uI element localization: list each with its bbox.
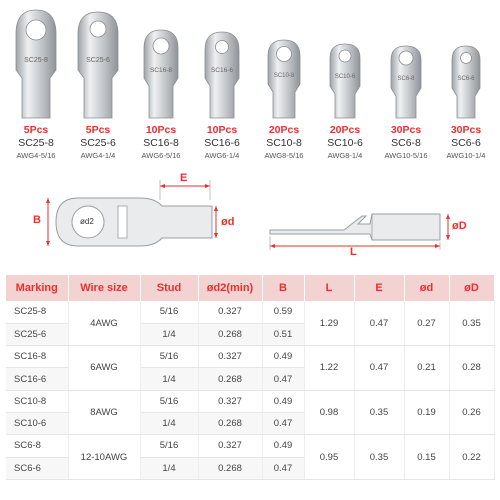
lug-image <box>70 0 126 122</box>
header-b: B <box>262 275 304 301</box>
header-l: L <box>304 275 354 301</box>
cell-marking: SC10-6 <box>6 412 68 434</box>
table-row <box>6 390 494 412</box>
lug-image <box>133 0 189 122</box>
lug-stamp: SC16-8 <box>149 67 173 74</box>
cell-wire-size: 8AWG <box>68 390 140 435</box>
cell-l: 1.22 <box>304 346 354 391</box>
cell-d: 0.27 <box>404 301 449 346</box>
lug-model: SC6-8 <box>391 137 421 149</box>
spec-table <box>6 275 495 480</box>
lug-image <box>378 0 434 122</box>
lug-awg: AWG6-5/16 <box>141 151 181 160</box>
lug-quantity: 10Pcs <box>145 124 177 136</box>
cell-b: 0.47 <box>262 412 304 434</box>
cell-marking: SC25-8 <box>6 301 68 323</box>
cell-l: 0.95 <box>304 435 354 480</box>
lug-model: SC25-8 <box>18 137 54 149</box>
top-view-drawing <box>30 172 235 262</box>
lug-quantity: 30Pcs <box>450 124 482 136</box>
cell-l: 0.98 <box>304 390 354 435</box>
cell-b: 0.49 <box>262 390 304 412</box>
top-view-diagram <box>30 172 235 262</box>
table-row <box>6 301 494 323</box>
cell-d2: 0.327 <box>198 390 262 412</box>
lug-stamp: SC6-8 <box>397 76 415 82</box>
cell-marking: SC6-8 <box>6 435 68 457</box>
cell-marking: SC25-6 <box>6 323 68 345</box>
dim-label-d2: ød2 <box>80 217 94 226</box>
lug-quantity: 20Pcs <box>329 124 361 136</box>
lug-quantity: 10Pcs <box>206 124 238 136</box>
cell-b: 0.47 <box>262 368 304 390</box>
lug-item <box>194 0 250 160</box>
lug-awg: AWG4-5/16 <box>16 151 56 160</box>
lug-item <box>317 0 373 160</box>
lug-item <box>8 0 64 160</box>
dim-label-d: ød <box>221 216 235 228</box>
cell-stud: 5/16 <box>140 301 198 323</box>
lug-awg: AWG8-1/4 <box>327 151 363 160</box>
cell-d2: 0.327 <box>198 435 262 457</box>
lug-model: SC6-6 <box>451 137 481 149</box>
side-view-diagram <box>262 180 488 264</box>
cell-d2: 0.268 <box>198 412 262 434</box>
lug-image <box>317 0 373 122</box>
lug-image <box>8 0 64 122</box>
cell-b: 0.49 <box>262 435 304 457</box>
lug-item <box>133 0 189 160</box>
lug-awg: AWG10-1/4 <box>446 151 486 160</box>
header-stud: Stud <box>140 275 198 301</box>
cell-e: 0.35 <box>354 390 404 435</box>
lug-item <box>70 0 126 160</box>
dim-label-length: L <box>350 246 357 258</box>
lug-stamp: SC10-6 <box>334 74 356 80</box>
lug-image <box>438 0 494 122</box>
cell-b: 0.49 <box>262 346 304 368</box>
cell-outer-d: 0.26 <box>449 390 494 435</box>
lug-quantity: 20Pcs <box>268 124 300 136</box>
cell-stud: 1/4 <box>140 323 198 345</box>
lug-quantity: 30Pcs <box>390 124 422 136</box>
lug-product-row <box>0 0 500 170</box>
cell-wire-size: 6AWG <box>68 346 140 391</box>
cell-b: 0.59 <box>262 301 304 323</box>
cell-e: 0.47 <box>354 346 404 391</box>
cell-d2: 0.327 <box>198 301 262 323</box>
lug-stamp: SC6-6 <box>457 76 475 82</box>
header-d: ød <box>404 275 449 301</box>
lug-model: SC10-8 <box>266 137 302 149</box>
header-wire-size: Wire size <box>68 275 140 301</box>
dim-label-b: B <box>33 214 41 226</box>
cell-stud: 5/16 <box>140 390 198 412</box>
cell-outer-d: 0.28 <box>449 346 494 391</box>
lug-model: SC25-6 <box>80 137 116 149</box>
lug-stamp: SC10-8 <box>273 73 295 79</box>
cell-wire-size: 12-10AWG <box>68 435 140 480</box>
cell-stud: 1/4 <box>140 457 198 479</box>
header-outer-d: øD <box>449 275 494 301</box>
cell-e: 0.35 <box>354 435 404 480</box>
cell-b: 0.51 <box>262 323 304 345</box>
cell-d: 0.21 <box>404 346 449 391</box>
lug-model: SC10-6 <box>327 137 363 149</box>
lug-item <box>378 0 434 160</box>
lug-model: SC16-6 <box>204 137 240 149</box>
cell-d: 0.19 <box>404 390 449 435</box>
header-marking: Marking <box>6 275 68 301</box>
cell-marking: SC10-8 <box>6 390 68 412</box>
cell-outer-d: 0.22 <box>449 435 494 480</box>
header-e: E <box>354 275 404 301</box>
cell-b: 0.47 <box>262 457 304 479</box>
cell-stud: 1/4 <box>140 368 198 390</box>
cell-l: 1.29 <box>304 301 354 346</box>
lug-quantity: 5Pcs <box>85 124 111 136</box>
lug-item <box>256 0 312 160</box>
cell-d2: 0.268 <box>198 368 262 390</box>
lug-item <box>438 0 494 160</box>
lug-model: SC16-8 <box>143 137 179 149</box>
lug-stamp: SC25-8 <box>24 57 48 64</box>
dim-label-outer-d: øD <box>452 220 467 232</box>
table-row <box>6 346 494 368</box>
cell-stud: 1/4 <box>140 412 198 434</box>
lug-quantity: 5Pcs <box>23 124 49 136</box>
cell-stud: 5/16 <box>140 435 198 457</box>
cell-stud: 5/16 <box>140 346 198 368</box>
lug-stamp: SC16-6 <box>210 67 234 74</box>
cell-d2: 0.327 <box>198 346 262 368</box>
cell-marking: SC16-6 <box>6 368 68 390</box>
lug-image <box>194 0 250 122</box>
header-d2-min: ød2(min) <box>198 275 262 301</box>
cell-marking: SC16-8 <box>6 346 68 368</box>
cell-e: 0.47 <box>354 301 404 346</box>
lug-image <box>256 0 312 122</box>
cell-d2: 0.268 <box>198 323 262 345</box>
cell-outer-d: 0.35 <box>449 301 494 346</box>
table-row <box>6 435 494 457</box>
lug-awg: AWG4-1/4 <box>80 151 116 160</box>
lug-awg: AWG6-1/4 <box>204 151 240 160</box>
lug-awg: AWG10-5/16 <box>384 151 428 160</box>
cell-d: 0.15 <box>404 435 449 480</box>
table-header-row <box>6 275 494 301</box>
cell-wire-size: 4AWG <box>68 301 140 346</box>
cell-d2: 0.268 <box>198 457 262 479</box>
lug-stamp: SC25-6 <box>86 57 110 64</box>
dim-label-e: E <box>180 172 188 184</box>
lug-awg: AWG8-5/16 <box>264 151 304 160</box>
cell-marking: SC6-6 <box>6 457 68 479</box>
